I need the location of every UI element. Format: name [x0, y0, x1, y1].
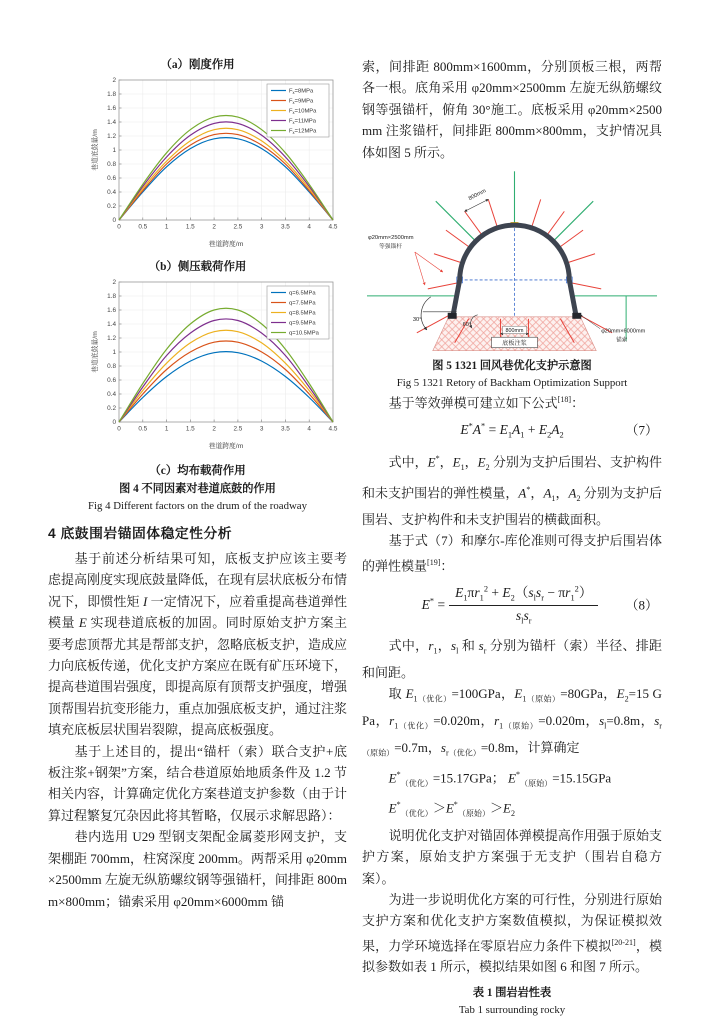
paragraph: 基于等效弹模可建立如下公式[18]：: [388, 395, 585, 411]
legend-entry: q=10.5MPa: [289, 330, 319, 337]
equation-8-number: （8）: [625, 597, 658, 613]
svg-text:0.4: 0.4: [107, 391, 116, 399]
svg-text:3: 3: [259, 223, 264, 231]
svg-text:2.5: 2.5: [233, 223, 243, 231]
x-axis-label: 巷道跨度/m: [208, 443, 244, 450]
svg-text:2: 2: [212, 223, 216, 231]
legend: [267, 286, 329, 339]
legend-entry: $F_x=12MPa$: [289, 128, 317, 136]
subfig-a-caption: （a）刚度作用: [160, 59, 235, 71]
svg-text:0: 0: [112, 419, 116, 427]
figure5-caption-cn: 图 5 1321 回风巷优化支护示意图: [432, 360, 592, 373]
svg-text:0.5: 0.5: [138, 425, 148, 433]
equation-7: [362, 421, 662, 442]
left-column: [48, 56, 347, 912]
right-cable-label-line1: φ20mm×6000mm: [601, 328, 646, 335]
svg-text:1.8: 1.8: [107, 91, 116, 99]
legend: [267, 84, 329, 137]
svg-text:1: 1: [112, 147, 116, 155]
paragraph: 式中，$r_1$，$s_l$ 和 $s_r$ 分别为锚杆（索）半径、排距和间距。: [362, 637, 662, 680]
y-axis-label: 巷道底鼓量/m: [92, 331, 99, 373]
subfig-c-caption: （c）均布载荷作用: [149, 465, 246, 477]
subfig-b-caption: （b）侧压载荷作用: [148, 261, 247, 273]
svg-text:0.6: 0.6: [107, 377, 116, 385]
paragraph: 式中，E*，$E_1$，$E_2$ 分别为支护后围岩、支护构件和未支护围岩的弹性模量，A*，$A_1$，$A_2$ 分别为支护后围岩、支护构件和未支护围岩的横截面积。: [362, 454, 662, 527]
figure4-caption-cn: 图 4 不同因素对巷道底鼓的作用: [119, 483, 276, 495]
paragraph: 基于上述目的，提出“锚杆（索）联合支护+底板注浆+钢架”方案，结合巷道原始地质条件及 1.2 节相关内容，计算确定优化方案巷道支护参数（由于计算过程繁复冗杂因此将其暂略，仅展示求解思路）：: [48, 743, 348, 823]
bolt-spacing-label: 800mm: [467, 188, 488, 203]
svg-text:3.5: 3.5: [280, 425, 290, 433]
legend-entry: $F_x=8MPa$: [289, 88, 314, 96]
svg-text:1: 1: [112, 349, 116, 357]
equation-8-numerator: $E_1\pi r_1^2 + E_2(s_ls_r - \pi r_1^2)$: [449, 584, 598, 607]
svg-text:0.4: 0.4: [107, 189, 116, 197]
equation-7-number: （7）: [625, 422, 658, 438]
svg-text:2.5: 2.5: [233, 425, 243, 433]
angle-30-label: 30°: [412, 316, 422, 323]
table1-caption-en: Tab 1 surrounding rocky: [458, 1003, 566, 1016]
left-bolt-label: [368, 235, 443, 285]
svg-text:1.6: 1.6: [107, 105, 116, 113]
centerlines: [460, 223, 570, 317]
result-line: $E^*_{(优化)}=15.17GPa$； $E^*_{(原始)}=15.15GPa$: [388, 770, 612, 788]
floor-spacing-label: 800mm: [505, 328, 524, 335]
svg-text:0.2: 0.2: [107, 203, 116, 211]
svg-text:1: 1: [164, 223, 169, 231]
svg-text:0.8: 0.8: [107, 363, 116, 371]
svg-text:0.5: 0.5: [138, 223, 148, 231]
equation-8: [362, 584, 662, 628]
table1-caption-cn: 表 1 围岩岩性表: [472, 986, 552, 999]
floor-grouting-label: [492, 337, 538, 347]
legend-entry: q=9.5MPa: [289, 320, 316, 327]
svg-text:2: 2: [112, 279, 116, 287]
svg-text:2: 2: [212, 425, 216, 433]
svg-text:4.5: 4.5: [328, 425, 338, 433]
left-bolt-label-line2: 等强锚杆: [378, 244, 403, 251]
svg-text:0: 0: [112, 217, 116, 225]
legend-entry: $F_x=9MPa$: [289, 98, 314, 106]
svg-text:底板注浆: 底板注浆: [502, 340, 527, 348]
paragraph: 基于式（7）和摩尔-库伦准则可得支护后围岩体的弹性模量[19]：: [362, 533, 662, 574]
legend-entry: $F_x=11MPa$: [289, 118, 316, 126]
svg-text:1.8: 1.8: [107, 293, 116, 301]
figure4-chart-lateral-load: [89, 72, 341, 250]
y-axis-label: 巷道底鼓量/m: [92, 129, 99, 171]
svg-text:0.6: 0.6: [107, 175, 116, 183]
svg-text:1: 1: [164, 425, 169, 433]
paragraph: 基于前述分析结果可知，底板支护应该主要考虑提高刚度实现底鼓量降低，在现有层状底板分布情况下，即惯性矩 I 一定情况下，应着重提高巷道弹性模量 E 实现巷道底板的加固。同时原始支护方案主要考虑顶帮尤其是帮部支护，忽略底板支护，造成应力向底板传递，优化支护方案应在既有矿压环境下，提高巷道围岩强度，即提高原有顶帮支护强度，增强顶帮围岩抗变形能力，重点加强底板支护，通过注浆填充底板层状围岩裂隙，提高底板强度。: [48, 551, 348, 738]
equation-8-denominator: $s_ls_r$: [515, 608, 532, 626]
figure4-chart-uniform-load: [89, 274, 341, 452]
svg-text:1.2: 1.2: [107, 133, 116, 141]
svg-text:2: 2: [112, 77, 116, 85]
paragraph-continuation: 索，间排距 800mm×1600mm，分别顶板三根，两帮各一根。底角采用 φ20mm×2500mm 左旋无纵筋螺纹钢等强锚杆，俯角 30°施工。底板采用 φ20mm×2500mm 注浆锚杆，间排距 800mm×800mm，支护情况具体如图 5 所示。: [362, 59, 662, 160]
figure5-caption-en: Fig 5 1321 Retory of Backham Optimization Support: [396, 377, 628, 390]
floor-spacing-dimension: [501, 326, 529, 334]
svg-text:1.5: 1.5: [185, 223, 195, 231]
paragraph: 取 $E_{1(优化)}=100GPa$，$E_{1(原始)}=80GPa$，$E_2=15$ GPa，$r_{1(优化)}=0.020m$，$r_{1(原始)}=0.020m$，$s_l=0.8m$，$s_{r(原始)}=0.7m$，$s_{r(优化)}=0.8m$，计算确定: [362, 686, 662, 758]
right-column: [362, 56, 662, 1016]
section-heading: 4 底鼓围岩锚固体稳定性分析: [48, 526, 233, 541]
equation-8-lhs: E* =: [421, 596, 446, 612]
svg-text:4: 4: [307, 425, 311, 433]
left-bolt-label-line1: φ20mm×2500mm: [367, 235, 414, 242]
equation-7-body: $E^*A^* = E_1A_1 + E_2A_2$: [460, 421, 564, 440]
legend-entry: q=6.5MPa: [289, 290, 316, 297]
angle-60-label: 60°: [462, 321, 472, 328]
svg-text:1.4: 1.4: [107, 119, 116, 127]
svg-text:1.2: 1.2: [107, 335, 116, 343]
svg-text:3.5: 3.5: [280, 223, 290, 231]
result-line: $E^*_{(优化)}>E^*_{(原始)}>E_2$: [388, 800, 515, 819]
x-axis-label: 巷道跨度/m: [208, 241, 244, 248]
svg-text:1.6: 1.6: [107, 307, 116, 315]
legend-entry: q=7.5MPa: [289, 300, 316, 307]
legend-entry: $F_x=10MPa$: [289, 108, 317, 116]
svg-text:0.8: 0.8: [107, 161, 116, 169]
bolt-spacing-dimension: [465, 188, 489, 211]
svg-text:1.5: 1.5: [185, 425, 195, 433]
legend-entry: q=8.5MPa: [289, 310, 316, 317]
figure5-support-diagram: [365, 165, 659, 355]
paragraph: 巷内选用 U29 型钢支架配金属菱形网支护，支架棚距 700mm，柱窝深度 200mm。两帮采用 φ20mm×2500mm 左旋无纵筋螺纹钢等强锚杆，间排距 800mm×800mm；锚索采用 φ20mm×6000mm 锚: [48, 829, 347, 909]
svg-text:4: 4: [307, 223, 311, 231]
svg-text:0: 0: [117, 425, 121, 433]
right-cable-label-line2: 锚索: [616, 337, 628, 344]
svg-text:0: 0: [117, 223, 121, 231]
svg-text:3: 3: [259, 425, 264, 433]
paragraph: 说明优化支护对锚固体弹模提高作用强于原始支护方案，原始支护方案强于无支护（围岩自稳方案）。: [362, 827, 662, 886]
svg-text:0.2: 0.2: [107, 405, 116, 413]
paragraph: 为进一步说明优化方案的可行性，分别进行原始支护方案和优化支护方案数值模拟，为保证模拟效果，力学环境选择在零原岩应力条件下模拟[20-21]，模拟参数如表 1 所示，模拟结果如图 6 和图 7 所示。: [362, 891, 662, 975]
svg-text:4.5: 4.5: [328, 223, 338, 231]
figure4-caption-en: Fig 4 Different factors on the drum of the roadway: [88, 500, 307, 512]
svg-text:1.4: 1.4: [107, 321, 116, 329]
